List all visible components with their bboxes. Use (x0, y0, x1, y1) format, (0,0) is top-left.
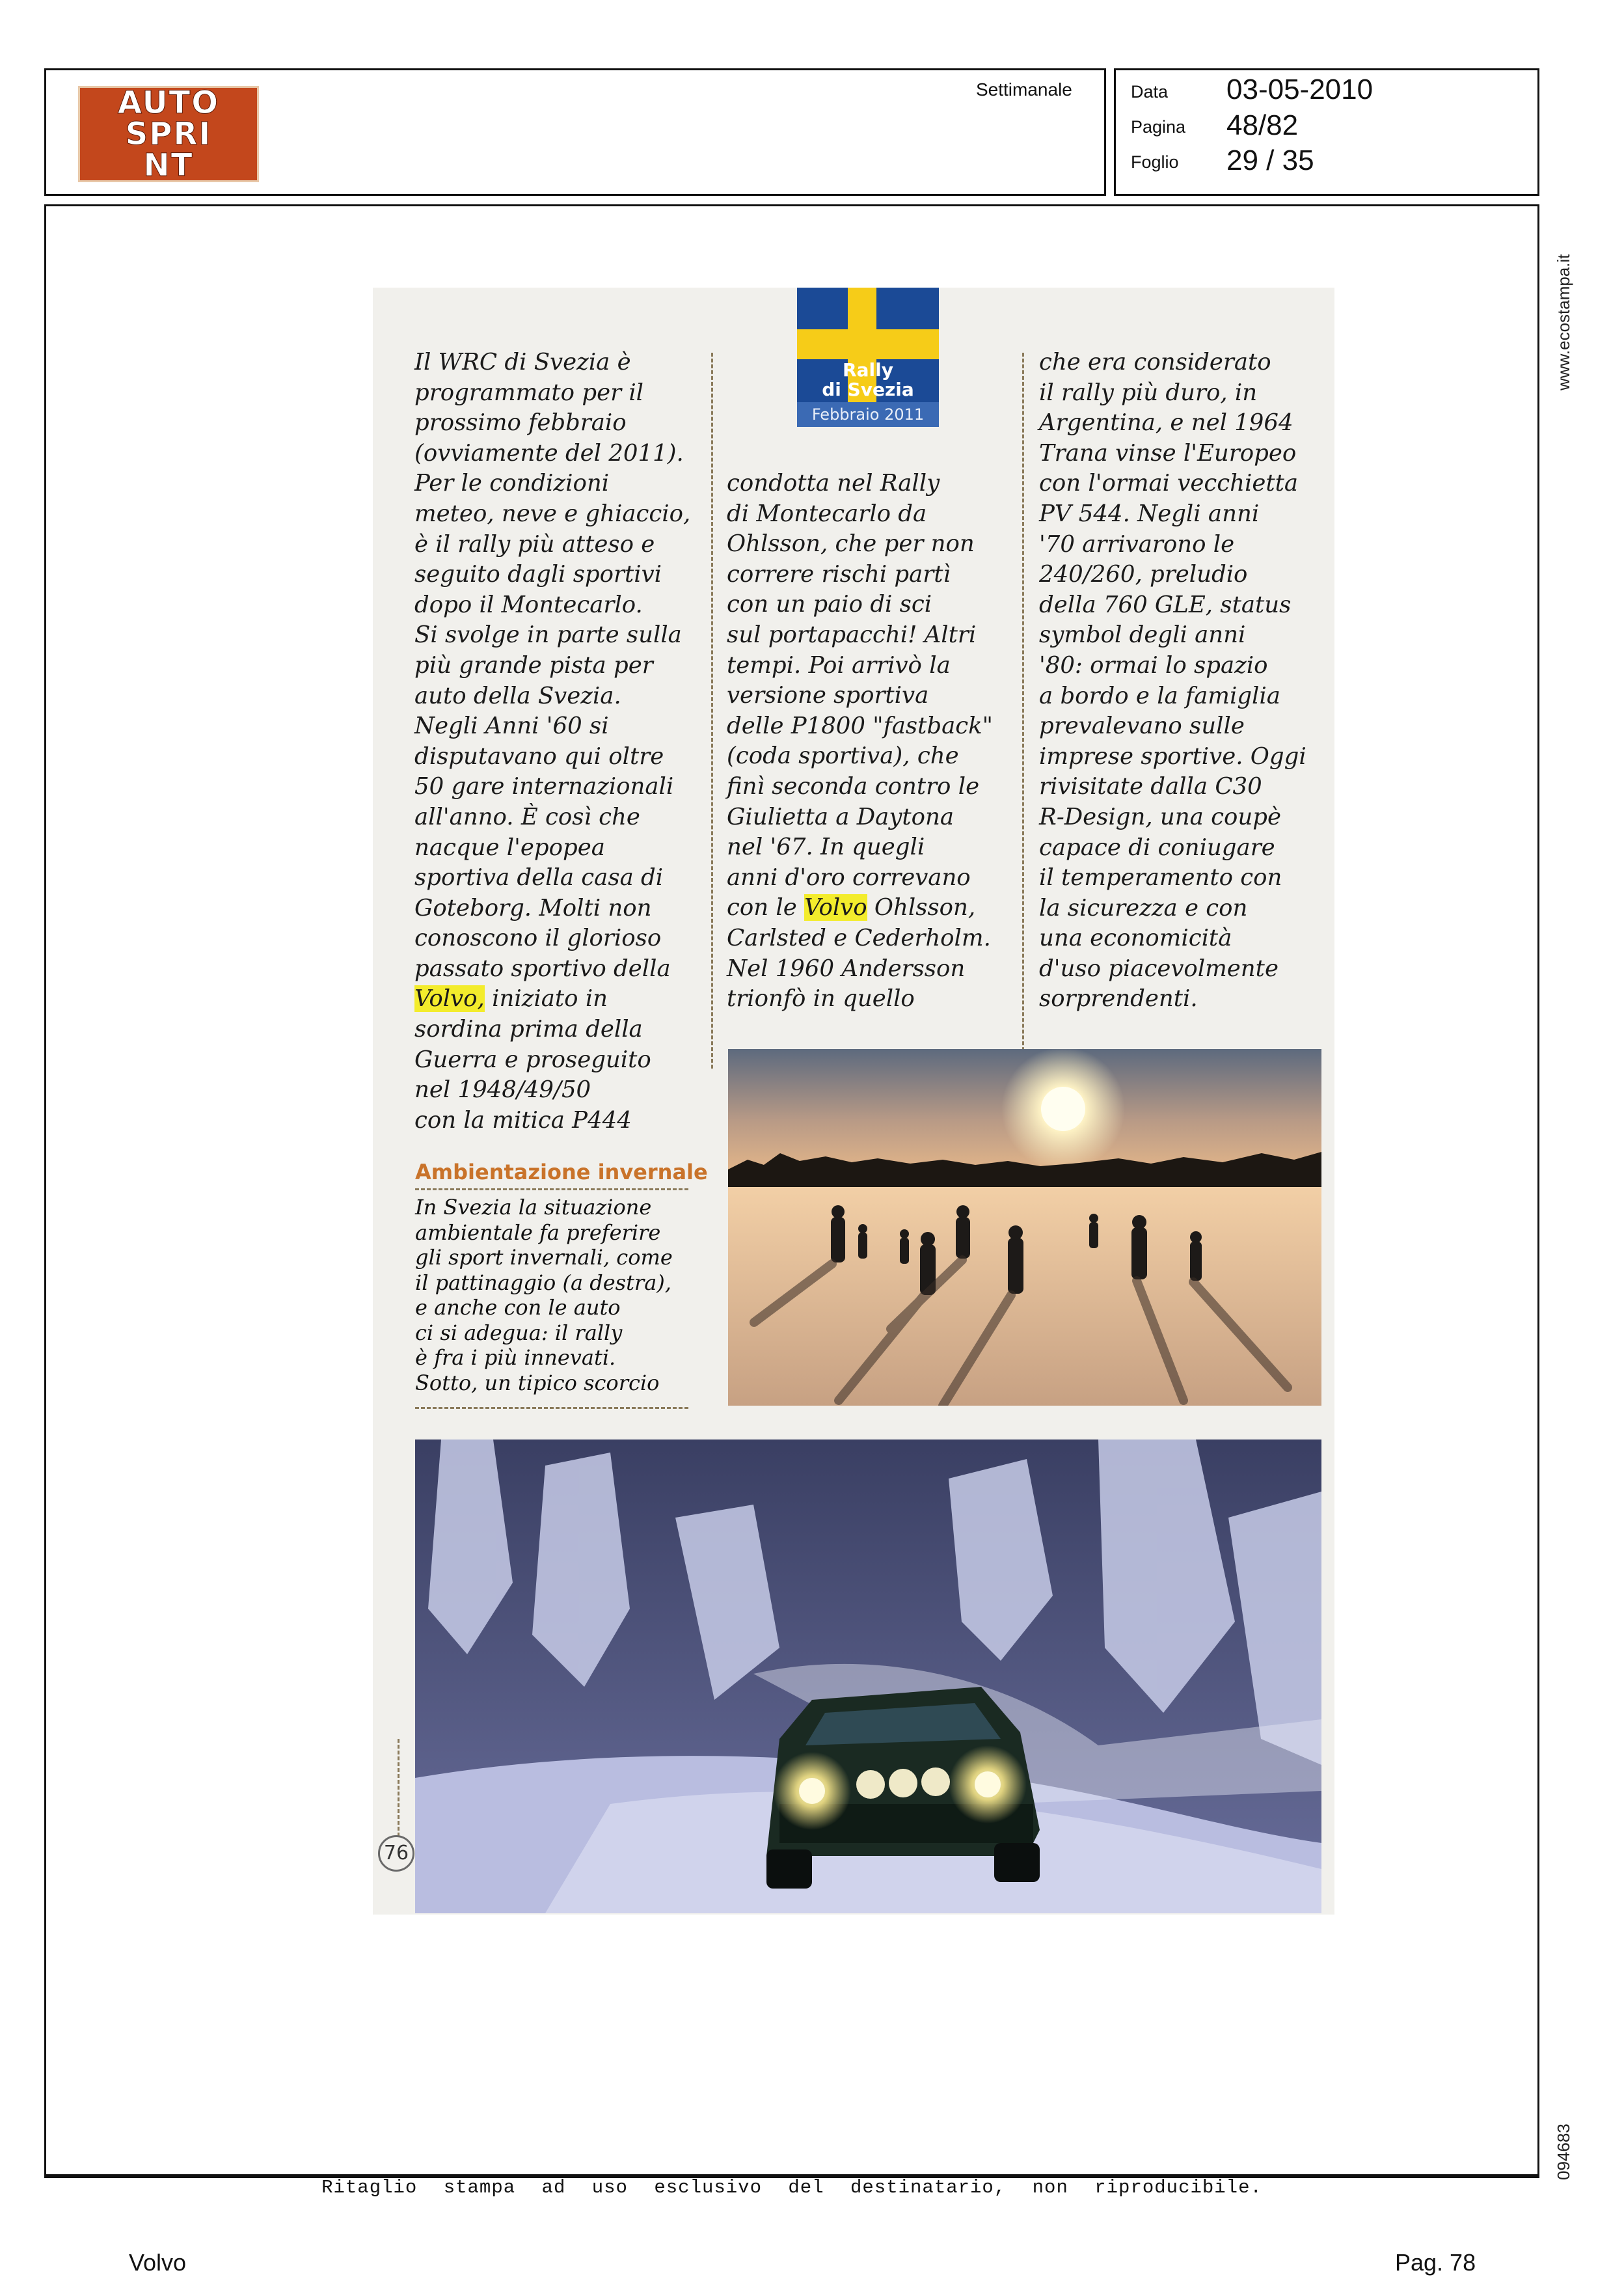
caption-divider-top (415, 1188, 688, 1190)
meta-label-page: Pagina (1131, 117, 1186, 137)
page-number-rule (398, 1739, 399, 1836)
rally-car-illustration (415, 1440, 1321, 1913)
publication-frequency: Settimanale (976, 79, 1072, 100)
column-divider-2 (1022, 353, 1024, 1069)
logo-line-3: NT (143, 147, 194, 184)
column-2-text-after: Ohlsson, Carlsted e Cederholm. Nel 1960 Andersson trionfò in quello (727, 894, 991, 1013)
article-column-3 (1039, 348, 1306, 1015)
footer-brand: Volvo (129, 2249, 187, 2276)
column-3-text: che era considerato il rally più duro, in Argentina, e nel 1964 Trana vinse l'Europeo con l'ormai vecchietta PV 544. Negli anni '70 arrivarono le 240/260, preludio della 760 GLE, status symbol degli anni '80: ormai lo spazio a bordo e la famiglia prevalevano sulle imprese sportive. Oggi rivisitate dalla C30 R-Design, una coupè capace di coniugare il temperamento con la sicurezza e con una economicità d'uso piacevolmente sorprendenti. (1039, 349, 1306, 1013)
logo-line-1: AUTO (117, 85, 220, 121)
footer-page: Pag. 78 (1395, 2249, 1476, 2276)
meta-label-date: Data (1131, 82, 1169, 102)
ice-skating-illustration (728, 1049, 1321, 1406)
brand-highlight-2: Volvo (804, 894, 867, 921)
flag-title-line-2: di Svezia (822, 379, 914, 400)
magazine-page-number: 76 (378, 1835, 414, 1872)
caption-text: In Svezia la situazione ambientale fa preferire gli sport invernali, come il pattinaggio (a destra), e anche con le auto ci si adegua: il rally è fra i più innevati. Sotto, un tipico scorcio (415, 1195, 673, 1395)
flag-date: Febbraio 2011 (797, 402, 939, 427)
meta-value-page: 48/82 (1226, 109, 1299, 141)
caption-divider-bottom (415, 1407, 688, 1409)
caption-title: Ambientazione invernale (415, 1160, 708, 1184)
article-clipping (373, 288, 1334, 1915)
column-2-text: condotta nel Rally di Montecarlo da Ohlsson, che per non correre rischi partì con un paio di sci sul portapacchi! Altri tempi. Poi arrivò la versione sportiva delle P1800 "fastback" (coda sportiva), che finì seconda contro le Giulietta a Daytona nel '67. In quegli anni d'oro correvano con le (727, 470, 993, 921)
logo-line-2: SPRI (125, 116, 212, 152)
side-code: 094683 (1554, 2123, 1573, 2180)
copyright-notice: Ritaglio stampa ad uso esclusivo del destinatario, non riproducibile. (321, 2177, 1262, 2198)
article-column-2 (727, 469, 993, 1015)
meta-value-date: 03-05-2010 (1226, 74, 1374, 105)
autosprint-logo (78, 86, 259, 182)
side-website: www.ecostampa.it (1554, 254, 1573, 390)
column-1-text-after: iniziato in sordina prima della Guerra e proseguito nel 1948/49/50 con la mitica P444 (414, 985, 651, 1134)
flag-title-line-1: Rally (843, 359, 893, 381)
rally-car-photo (415, 1440, 1321, 1913)
brand-highlight-1: Volvo, (414, 985, 485, 1013)
swedish-flag-badge (797, 288, 939, 427)
column-divider-1 (711, 353, 713, 1069)
meta-value-sheet: 29 / 35 (1226, 144, 1314, 176)
ice-skating-photo (728, 1049, 1321, 1406)
meta-label-sheet: Foglio (1131, 152, 1179, 172)
column-1-text: Il WRC di Svezia è programmato per il prossimo febbraio (ovviamente del 2011). Per le condizioni meteo, neve e ghiaccio, è il rally più atteso e seguito dagli sportivi dopo il Montecarlo. Si svolge in parte sulla più grande pista per auto della Svezia. Negli Anni '60 si disputavano qui oltre 50 gare internazionali all'anno. È così che nacque l'epopea sportiva della casa di Goteborg. Molti non conoscono il glorioso passato sportivo della (414, 349, 691, 982)
article-column-1 (414, 348, 690, 1136)
